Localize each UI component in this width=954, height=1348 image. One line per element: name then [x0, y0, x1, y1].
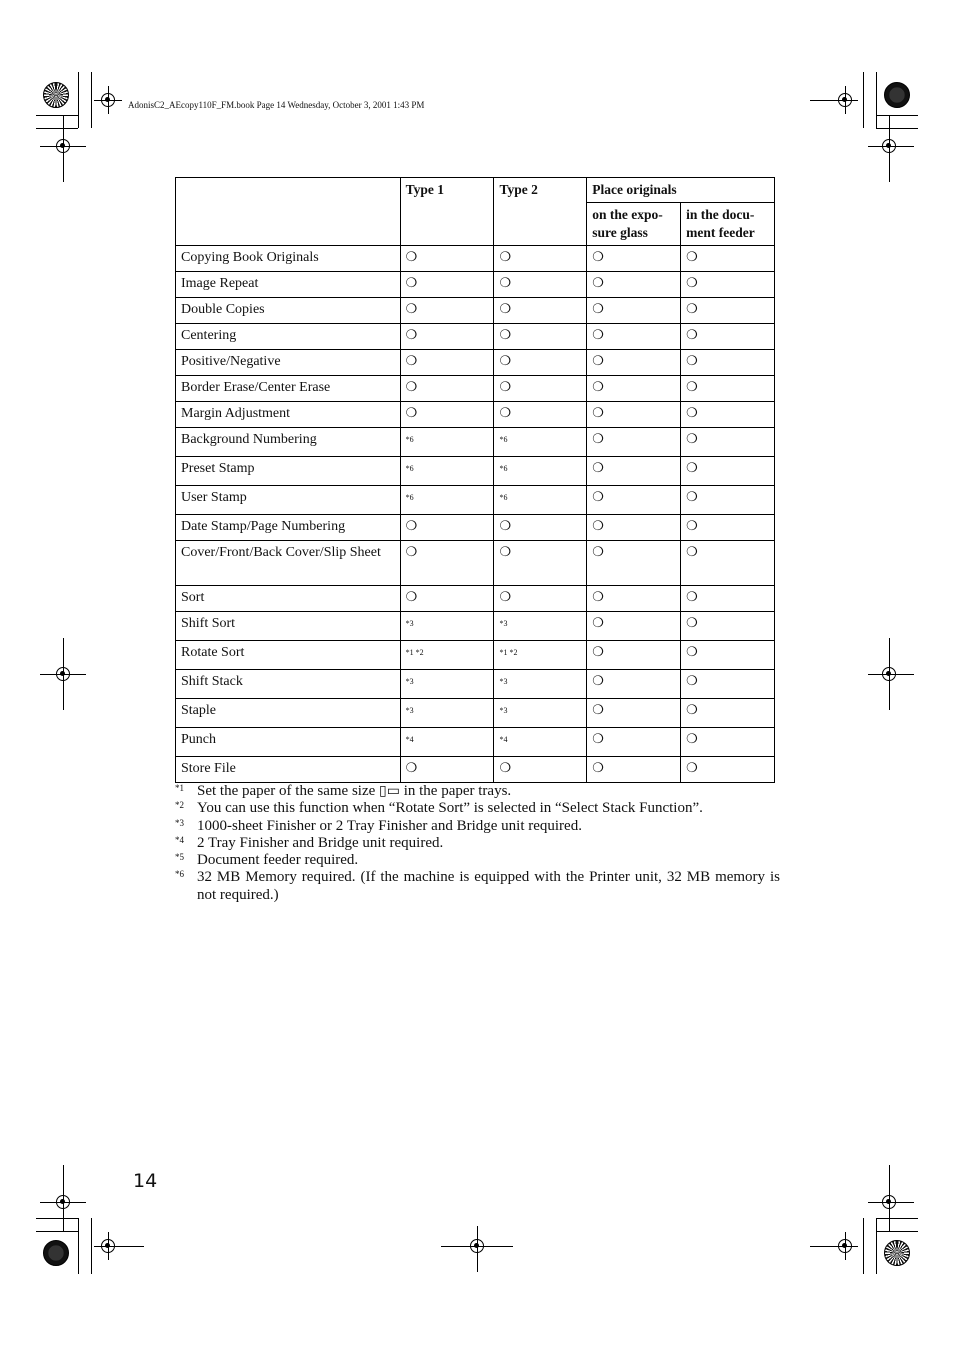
- table-row: [176, 486, 775, 515]
- exposure-glass-cell: ❍: [587, 612, 681, 641]
- feature-name-cell: Shift Sort: [176, 612, 401, 641]
- type2-cell: ❍: [494, 324, 587, 350]
- feature-name-cell: Centering: [176, 324, 401, 350]
- footnote-item: [175, 818, 780, 835]
- type1-cell: ❍: [400, 298, 494, 324]
- type2-cell: *3: [494, 612, 587, 641]
- table-row: [176, 272, 775, 298]
- exposure-glass-cell: ❍: [587, 376, 681, 402]
- type1-cell: ❍: [400, 757, 494, 783]
- table-row: [176, 670, 775, 699]
- document-feeder-cell: ❍: [681, 757, 775, 783]
- document-feeder-cell: ❍: [681, 376, 775, 402]
- feature-name-cell: Punch: [176, 728, 401, 757]
- type2-cell: ❍: [494, 757, 587, 783]
- registration-sunburst-icon: [884, 1240, 910, 1266]
- feature-name-cell: Cover/Front/Back Cover/Slip Sheet: [176, 541, 401, 586]
- type2-cell: ❍: [494, 272, 587, 298]
- document-feeder-cell: ❍: [681, 246, 775, 272]
- table-header-row: [176, 178, 775, 203]
- type2-cell: ❍: [494, 298, 587, 324]
- registration-sunburst-icon: [884, 82, 910, 108]
- registration-sunburst-icon: [43, 82, 69, 108]
- table-row: [176, 541, 775, 586]
- feature-name-cell: Image Repeat: [176, 272, 401, 298]
- type2-cell: ❍: [494, 402, 587, 428]
- document-feeder-cell: ❍: [681, 428, 775, 457]
- table-row: [176, 324, 775, 350]
- feature-compatibility-table: [175, 177, 775, 783]
- table-row: [176, 457, 775, 486]
- type2-cell: *6: [494, 457, 587, 486]
- type1-cell: ❍: [400, 246, 494, 272]
- type1-cell: *6: [400, 486, 494, 515]
- type1-cell: ❍: [400, 515, 494, 541]
- document-feeder-cell: ❍: [681, 612, 775, 641]
- exposure-glass-cell: ❍: [587, 457, 681, 486]
- type2-cell: *3: [494, 670, 587, 699]
- document-feeder-cell: ❍: [681, 402, 775, 428]
- paper-orientation-icon: ▯▭: [379, 783, 400, 799]
- type2-cell: ❍: [494, 376, 587, 402]
- document-feeder-cell: ❍: [681, 641, 775, 670]
- header-on-exposure-glass: on the expo- sure glass: [587, 203, 681, 246]
- table-row: [176, 350, 775, 376]
- type1-cell: *1 *2: [400, 641, 494, 670]
- footnote-text: Document feeder required.: [197, 852, 359, 869]
- footnote-text: Set the paper of the same size: [197, 783, 376, 799]
- feature-name-cell: Copying Book Originals: [176, 246, 401, 272]
- page-number: 14: [133, 1170, 158, 1192]
- feature-name-cell: Double Copies: [176, 298, 401, 324]
- type1-cell: ❍: [400, 272, 494, 298]
- exposure-glass-cell: ❍: [587, 428, 681, 457]
- table-row: [176, 428, 775, 457]
- footnote-mark: *3: [175, 817, 184, 828]
- type2-cell: ❍: [494, 246, 587, 272]
- feature-name-cell: Border Erase/Center Erase: [176, 376, 401, 402]
- document-feeder-cell: ❍: [681, 350, 775, 376]
- type1-cell: *4: [400, 728, 494, 757]
- feature-name-cell: Staple: [176, 699, 401, 728]
- table-row: [176, 612, 775, 641]
- feature-name-cell: Shift Stack: [176, 670, 401, 699]
- exposure-glass-cell: ❍: [587, 402, 681, 428]
- document-feeder-cell: ❍: [681, 272, 775, 298]
- footnote-text: 2 Tray Finisher and Bridge unit required.: [197, 834, 444, 851]
- footnote-text: 1000-sheet Finisher or 2 Tray Finisher and Bridge unit required.: [197, 817, 582, 834]
- footnote-mark: *4: [175, 834, 184, 845]
- exposure-glass-cell: ❍: [587, 728, 681, 757]
- type2-cell: ❍: [494, 515, 587, 541]
- document-feeder-cell: ❍: [681, 699, 775, 728]
- document-feeder-cell: ❍: [681, 486, 775, 515]
- type1-cell: ❍: [400, 324, 494, 350]
- footnote-mark: *5: [175, 852, 184, 863]
- type1-cell: *3: [400, 699, 494, 728]
- footnote-item: [175, 783, 780, 800]
- type1-cell: *3: [400, 670, 494, 699]
- document-feeder-cell: ❍: [681, 457, 775, 486]
- feature-name-cell: Store File: [176, 757, 401, 783]
- document-feeder-cell: ❍: [681, 541, 775, 586]
- exposure-glass-cell: ❍: [587, 272, 681, 298]
- type2-cell: ❍: [494, 541, 587, 586]
- type2-cell: *3: [494, 699, 587, 728]
- header-place-originals: Place originals: [587, 178, 775, 203]
- feature-name-cell: Sort: [176, 586, 401, 612]
- table-row: [176, 298, 775, 324]
- document-feeder-cell: ❍: [681, 298, 775, 324]
- table-row: [176, 515, 775, 541]
- exposure-glass-cell: ❍: [587, 641, 681, 670]
- type1-cell: ❍: [400, 376, 494, 402]
- exposure-glass-cell: ❍: [587, 586, 681, 612]
- feature-name-cell: Preset Stamp: [176, 457, 401, 486]
- table-row: [176, 586, 775, 612]
- type1-cell: *6: [400, 457, 494, 486]
- document-feeder-cell: ❍: [681, 515, 775, 541]
- exposure-glass-cell: ❍: [587, 541, 681, 586]
- type2-cell: ❍: [494, 350, 587, 376]
- header-blank-cell: [176, 178, 401, 246]
- type2-cell: ❍: [494, 586, 587, 612]
- exposure-glass-cell: ❍: [587, 699, 681, 728]
- feature-name-cell: Background Numbering: [176, 428, 401, 457]
- footnote-item: [175, 852, 780, 869]
- type2-cell: *6: [494, 428, 587, 457]
- type1-cell: ❍: [400, 350, 494, 376]
- footnote-mark: *1: [175, 783, 184, 793]
- document-feeder-cell: ❍: [681, 728, 775, 757]
- feature-name-cell: Positive/Negative: [176, 350, 401, 376]
- type1-cell: *6: [400, 428, 494, 457]
- exposure-glass-cell: ❍: [587, 324, 681, 350]
- footnote-text: 32 MB Memory required. (If the machine is equipped with the Printer unit, 32 MB memory is not required.): [197, 869, 780, 903]
- document-feeder-cell: ❍: [681, 670, 775, 699]
- header-type2: Type 2: [494, 178, 587, 246]
- feature-name-cell: Rotate Sort: [176, 641, 401, 670]
- type2-cell: *4: [494, 728, 587, 757]
- table-row: [176, 641, 775, 670]
- registration-sunburst-icon: [43, 1240, 69, 1266]
- header-type1: Type 1: [400, 178, 494, 246]
- footnote-item: [175, 800, 780, 817]
- exposure-glass-cell: ❍: [587, 350, 681, 376]
- header-in-document-feeder: in the docu- ment feeder: [681, 203, 775, 246]
- exposure-glass-cell: ❍: [587, 246, 681, 272]
- footnote-item: [175, 835, 780, 852]
- type1-cell: ❍: [400, 541, 494, 586]
- footnote-text: You can use this function when “Rotate Sort” is selected in “Select Stack Function”.: [197, 800, 703, 817]
- book-header-line: AdonisC2_AEcopy110F_FM.book Page 14 Wednesday, October 3, 2001 1:43 PM: [128, 100, 425, 110]
- footnote-text: in the paper trays.: [403, 783, 512, 799]
- exposure-glass-cell: ❍: [587, 670, 681, 699]
- feature-name-cell: Date Stamp/Page Numbering: [176, 515, 401, 541]
- feature-name-cell: User Stamp: [176, 486, 401, 515]
- exposure-glass-cell: ❍: [587, 298, 681, 324]
- footnote-item: [175, 869, 780, 904]
- table-row: [176, 376, 775, 402]
- table-row: [176, 246, 775, 272]
- footnote-mark: *6: [175, 869, 184, 880]
- table-row: [176, 757, 775, 783]
- table-row: [176, 699, 775, 728]
- footnotes: [175, 783, 780, 904]
- exposure-glass-cell: ❍: [587, 515, 681, 541]
- table-row: [176, 728, 775, 757]
- type2-cell: *1 *2: [494, 641, 587, 670]
- type1-cell: *3: [400, 612, 494, 641]
- table-row: [176, 402, 775, 428]
- feature-name-cell: Margin Adjustment: [176, 402, 401, 428]
- type2-cell: *6: [494, 486, 587, 515]
- exposure-glass-cell: ❍: [587, 486, 681, 515]
- document-feeder-cell: ❍: [681, 586, 775, 612]
- exposure-glass-cell: ❍: [587, 757, 681, 783]
- footnote-mark: *2: [175, 800, 184, 811]
- document-feeder-cell: ❍: [681, 324, 775, 350]
- type1-cell: ❍: [400, 586, 494, 612]
- type1-cell: ❍: [400, 402, 494, 428]
